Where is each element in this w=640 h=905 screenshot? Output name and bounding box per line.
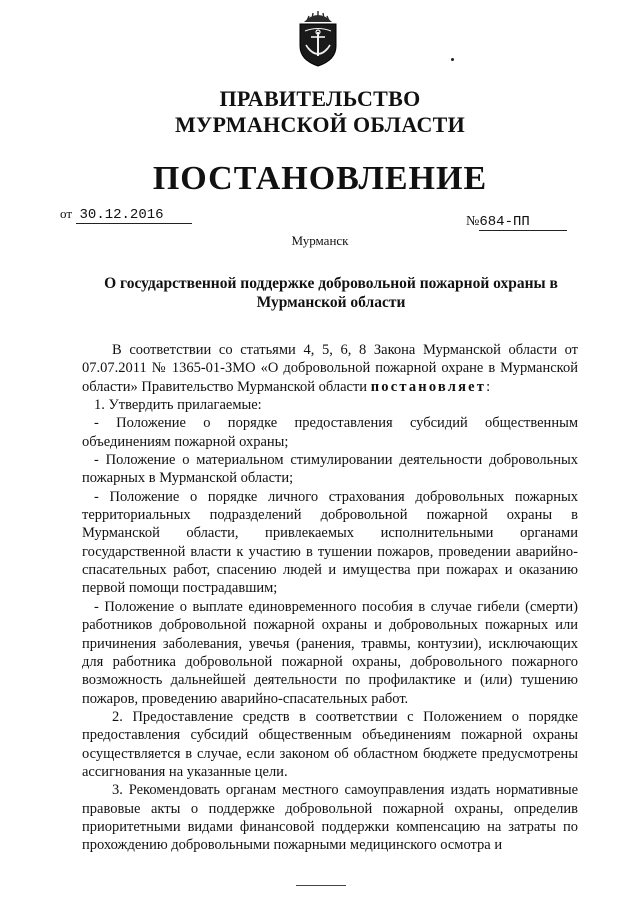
preamble-paragraph xyxy=(82,341,578,396)
document-title: О государственной поддержке добровольной пожарной охраны в Мурманской области xyxy=(104,275,558,311)
footer-line xyxy=(296,885,346,886)
resolution-keyword: постановляет xyxy=(370,378,487,395)
document-body xyxy=(82,341,578,855)
item-1: 1. Утвердить прилагаемые: xyxy=(94,397,262,414)
item-1b: - Положение о материальном стимулировании деятельности добровольных пожарных в Мурманской области; xyxy=(82,452,578,487)
preamble-text: В соответствии со статьями 4, 5, 6, 8 Закона Мурманской области от 07.07.2011 № 1365-01-ЗМО «О добровольной пожарной охране в Мурманской области» Правительство Мурманской области xyxy=(82,342,578,395)
date-prefix: от xyxy=(60,206,73,221)
government-name-line2: МУРМАНСКОЙ ОБЛАСТИ xyxy=(174,112,466,137)
document-date: 30.12.2016 xyxy=(76,208,192,224)
item-1d: - Положение о выплате единовременного пособия в случае гибели (смерти) работников добровольной пожарной охраны и добровольных пожарных или причинения заболевания, увечья (ранения, травмы, контузии), исключающих для работника добровольной пожарной охраны, добровольного пожарного возможность дальнейшей деятельности по профилактике и (или) тушению пожаров, проведению аварийно-спасательных работ. xyxy=(82,598,578,707)
coat-of-arms-emblem xyxy=(296,10,340,68)
government-name-line1: ПРАВИТЕЛЬСТВО xyxy=(219,86,421,111)
preamble-end: : xyxy=(486,378,491,395)
number-field xyxy=(466,214,567,231)
item-2: 2. Предоставление средств в соответствии с Положением о порядке предоставления субсидий общественным объединениям пожарной охраны осуществляется в случае, если законом об областном бюджете предусмотрены ассигнования на указанные цели. xyxy=(82,708,578,780)
scan-speck xyxy=(451,58,454,61)
item-3: 3. Рекомендовать органам местного самоуправления издать нормативные правовые акты о поддержке добровольной пожарной охраны, определив приоритетными видами финансовой поддержки компенсацию на затраты по прохождению добровольными пожарными медицинского осмотра и xyxy=(82,782,578,854)
date-field xyxy=(60,206,192,224)
number-prefix: № xyxy=(466,214,480,229)
document-type: ПОСТАНОВЛЕНИЕ xyxy=(152,160,488,197)
item-1a: - Положение о порядке предоставления субсидий общественным объединениям пожарной охраны; xyxy=(82,415,578,450)
document-number: 684-ПП xyxy=(479,215,567,231)
item-1c: - Положение о порядке личного страхования добровольных пожарных территориальных подразделений добровольной пожарной охраны в Мурманской области, привлекаемых исполнительными органами государственной власти к участию в тушении пожаров, проведении аварийно-спасательных работ, спасению людей и имущества при пожарах и оказанию первой помощи пострадавшим; xyxy=(82,488,578,597)
city: Мурманск xyxy=(291,233,349,248)
